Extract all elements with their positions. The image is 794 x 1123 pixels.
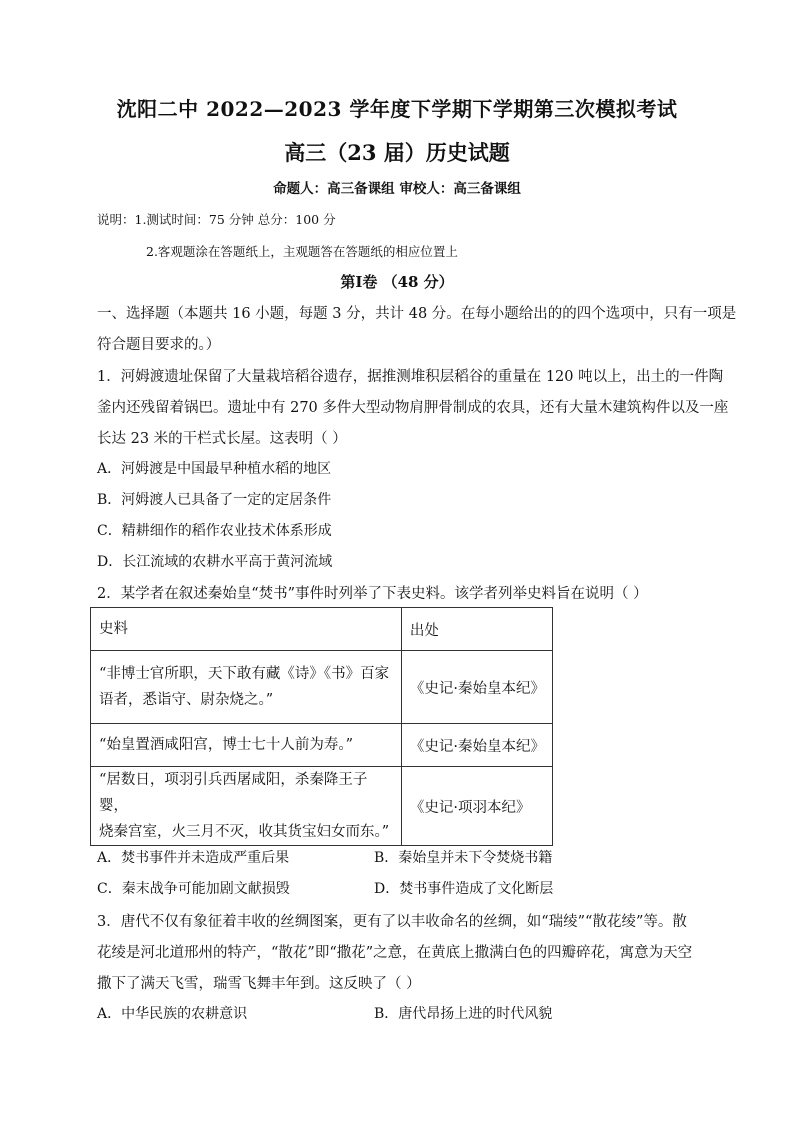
q1-option-a: A．河姆渡是中国最早种植水稻的地区 (97, 461, 332, 477)
table-row (91, 651, 553, 724)
table-row (91, 767, 553, 846)
q2-option-c: C．秦末战争可能加剧文献损毁 (97, 881, 290, 897)
note-line-2: 2.客观题涂在答题纸上，主观题答在答题纸的相应位置上 (146, 244, 458, 259)
cell-text-line: “始皇置酒咸阳宫，博士七十人前为寿。” (99, 737, 354, 753)
q2-option-a: A．焚书事件并未造成严重后果 (97, 850, 290, 866)
q3-stem-line-2: 花绫是河北道邢州的特产，“散花”即“撒花”之意，在黄底上撒满白色的四瓣碎花，寓意为天空 (97, 945, 693, 961)
table-header-source-text: 史料 (91, 608, 402, 651)
q3-option-a: A．中华民族的农耕意识 (97, 1006, 248, 1022)
source-table (90, 607, 553, 846)
q1-option-c: C．精耕细作的稻作农业技术体系形成 (97, 523, 332, 539)
q1-option-d: D．长江流域的农耕水平高于黄河流域 (97, 554, 333, 570)
table-header-row (91, 608, 553, 651)
q3-stem-line-1: 3．唐代不仅有象征着丰收的丝绸图案，更有了以丰收命名的丝绸，如“瑞绫”“散花绫”等。散 (97, 914, 687, 930)
q1-option-b: B．河姆渡人已具备了一定的定居条件 (97, 492, 332, 508)
table-cell-text (91, 767, 402, 846)
q1-stem-line-2: 釜内还残留着锅巴。遗址中有 270 多件大型动物肩胛骨制成的农具，还有大量木建筑构件以及一座 (97, 400, 729, 416)
cell-text-line: “居数日，项羽引兵西屠咸阳，杀秦降王子婴， (99, 772, 368, 814)
q1-stem-line-3: 长达 23 米的干栏式长屋。这表明（ ） (97, 431, 347, 447)
table-cell-source: 《史记·秦始皇本纪》 (401, 724, 552, 767)
instructions-line-1: 一、选择题（本题共 16 小题，每题 3 分，共计 48 分。在每小题给出的的四个选项中，只有一项是 (97, 306, 737, 322)
q3-option-b: B．唐代昂扬上进的时代风貌 (374, 1006, 553, 1022)
cell-text-line: “非博士官所职，天下敢有藏《诗》《书》百家 (99, 666, 390, 682)
section-title: 第Ⅰ卷 （48 分） (340, 273, 454, 291)
q2-option-d: D．焚书事件造成了文化断层 (374, 881, 554, 897)
q2-option-b: B．秦始皇并未下令焚烧书籍 (374, 850, 553, 866)
note-line-1: 说明：1.测试时间：75 分钟 总分：100 分 (97, 212, 336, 227)
q3-stem-line-3: 撒下了满天飞雪，瑞雪飞舞丰年到。这反映了（ ） (97, 976, 421, 992)
table-cell-text (91, 724, 402, 767)
table-cell-text (91, 651, 402, 724)
table-cell-source: 《史记·项羽本纪》 (401, 767, 552, 846)
table-cell-source: 《史记·秦始皇本纪》 (401, 651, 552, 724)
cell-text-line: 烧秦宫室，火三月不灭，收其货宝妇女而东。” (99, 824, 390, 840)
instructions-line-2: 符合题目要求的。） (97, 337, 221, 353)
exam-subtitle: 高三（23 届）历史试题 (284, 140, 510, 165)
authors-line: 命题人：高三备课组 审校人：高三备课组 (273, 181, 521, 197)
q2-stem: 2．某学者在叙述秦始皇“焚书”事件时列举了下表史料。该学者列举史料旨在说明（ ） (97, 586, 648, 602)
table-row (91, 724, 553, 767)
q1-stem-line-1: 1．河姆渡遗址保留了大量栽培稻谷遗存，据推测堆积层稻谷的重量在 120 吨以上，出土的一件陶 (97, 369, 724, 385)
table-header-origin: 出处 (401, 608, 552, 651)
exam-title: 沈阳二中 2022—2023 学年度下学期下学期第三次模拟考试 (116, 97, 678, 121)
cell-text-line: 语者，悉诣守、尉杂烧之。” (99, 692, 274, 708)
